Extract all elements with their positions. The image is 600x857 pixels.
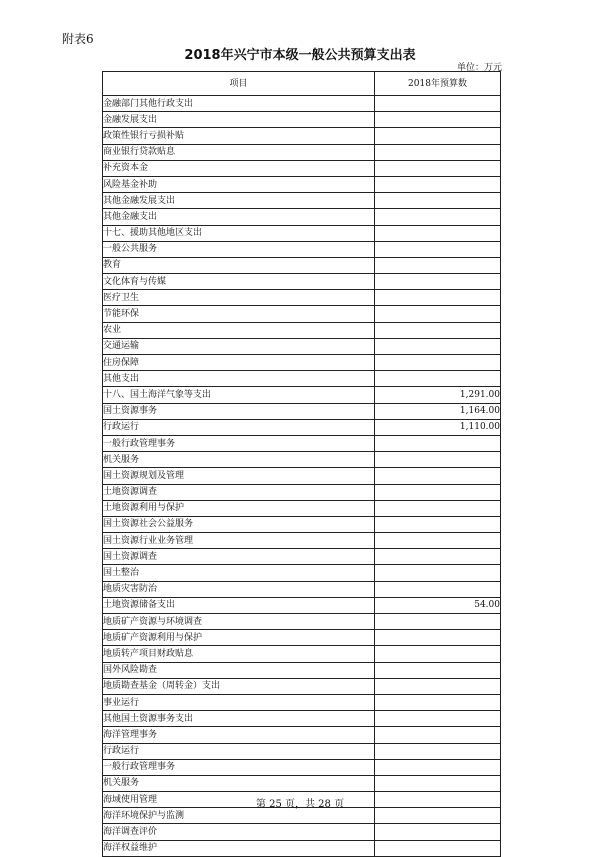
row-budget-value — [375, 144, 501, 160]
row-item-label: 农业 — [103, 322, 375, 338]
row-budget-value — [375, 646, 501, 662]
table-row — [103, 128, 501, 144]
row-budget-value — [375, 630, 501, 646]
table-row — [103, 565, 501, 581]
table-row — [103, 500, 501, 516]
row-budget-value — [375, 549, 501, 565]
row-item-label: 土地资源调查 — [103, 484, 375, 500]
row-budget-value — [375, 306, 501, 322]
row-item-label: 土地资源储备支出 — [103, 597, 375, 613]
row-budget-value — [375, 209, 501, 225]
table-row — [103, 306, 501, 322]
row-item-label: 地质矿产资源与环境调查 — [103, 614, 375, 630]
table-row — [103, 257, 501, 273]
row-item-label: 机关服务 — [103, 775, 375, 791]
row-item-label: 一般行政管理事务 — [103, 435, 375, 451]
row-item-label: 事业运行 — [103, 694, 375, 710]
table-row — [103, 338, 501, 354]
table-row — [103, 759, 501, 775]
table-row — [103, 743, 501, 759]
row-budget-value — [375, 581, 501, 597]
table-row — [103, 646, 501, 662]
table-row — [103, 484, 501, 500]
table-row — [103, 322, 501, 338]
table-row — [103, 840, 501, 856]
table-row — [103, 96, 501, 112]
unit-label: 单位：万元 — [456, 63, 502, 73]
row-budget-value — [375, 614, 501, 630]
row-item-label: 国外风险勘查 — [103, 662, 375, 678]
table-row — [103, 160, 501, 176]
row-item-label: 医疗卫生 — [103, 290, 375, 306]
row-item-label: 国土整治 — [103, 565, 375, 581]
row-item-label: 土地资源利用与保护 — [103, 500, 375, 516]
row-item-label: 国土资源行业业务管理 — [103, 533, 375, 549]
row-budget-value — [375, 176, 501, 192]
row-item-label: 海域使用管理 — [103, 792, 375, 808]
row-item-label: 商业银行贷款贴息 — [103, 144, 375, 160]
row-budget-value — [375, 290, 501, 306]
row-budget-value — [375, 96, 501, 112]
row-budget-value — [375, 516, 501, 532]
row-budget-value — [375, 371, 501, 387]
row-item-label: 海洋权益维护 — [103, 840, 375, 856]
row-item-label: 文化体育与传媒 — [103, 274, 375, 290]
table-row — [103, 419, 501, 435]
row-item-label: 地质勘查基金（周转金）支出 — [103, 678, 375, 694]
budget-table — [102, 71, 501, 857]
row-budget-value — [375, 533, 501, 549]
table-body — [103, 96, 501, 857]
table-row — [103, 355, 501, 371]
row-item-label: 地质灾害防治 — [103, 581, 375, 597]
table-row — [103, 144, 501, 160]
row-item-label: 行政运行 — [103, 743, 375, 759]
row-budget-value — [375, 840, 501, 856]
row-item-label: 金融部门其他行政支出 — [103, 96, 375, 112]
row-item-label: 其他金融发展支出 — [103, 193, 375, 209]
row-item-label: 行政运行 — [103, 419, 375, 435]
row-item-label: 国土资源社会公益服务 — [103, 516, 375, 532]
table-row — [103, 662, 501, 678]
row-item-label: 海洋管理事务 — [103, 727, 375, 743]
row-budget-value — [375, 193, 501, 209]
table-row — [103, 112, 501, 128]
row-item-label: 国土资源规划及管理 — [103, 468, 375, 484]
table-row — [103, 468, 501, 484]
table-row — [103, 290, 501, 306]
row-budget-value — [375, 727, 501, 743]
row-item-label: 海洋调查评价 — [103, 824, 375, 840]
table-row — [103, 435, 501, 451]
page-number: 第 25 页，共 28 页 — [255, 799, 345, 810]
table-row — [103, 808, 501, 824]
table-row — [103, 711, 501, 727]
row-budget-value: 1,110.00 — [375, 419, 501, 435]
table-row — [103, 241, 501, 257]
row-item-label: 其他支出 — [103, 371, 375, 387]
row-budget-value — [375, 662, 501, 678]
row-item-label: 国土资源事务 — [103, 403, 375, 419]
table-row — [103, 371, 501, 387]
table-row — [103, 209, 501, 225]
row-budget-value — [375, 435, 501, 451]
row-budget-value — [375, 257, 501, 273]
table-row — [103, 403, 501, 419]
row-item-label: 机关服务 — [103, 452, 375, 468]
row-budget-value — [375, 565, 501, 581]
row-item-label: 政策性银行亏损补贴 — [103, 128, 375, 144]
row-budget-value: 1,164.00 — [375, 403, 501, 419]
row-budget-value — [375, 225, 501, 241]
row-budget-value — [375, 274, 501, 290]
row-item-label: 其他国土资源事务支出 — [103, 711, 375, 727]
row-item-label: 补充资本金 — [103, 160, 375, 176]
row-budget-value: 1,291.00 — [375, 387, 501, 403]
row-budget-value — [375, 711, 501, 727]
table-row — [103, 225, 501, 241]
row-budget-value — [375, 355, 501, 371]
row-budget-value — [375, 759, 501, 775]
row-item-label: 海洋环境保护与监测 — [103, 808, 375, 824]
row-item-label: 其他金融支出 — [103, 209, 375, 225]
table-row — [103, 678, 501, 694]
row-item-label: 住房保障 — [103, 355, 375, 371]
row-budget-value — [375, 775, 501, 791]
row-budget-value — [375, 322, 501, 338]
row-item-label: 教育 — [103, 257, 375, 273]
table-row — [103, 533, 501, 549]
table-row — [103, 775, 501, 791]
row-item-label: 地质矿产资源利用与保护 — [103, 630, 375, 646]
row-budget-value — [375, 694, 501, 710]
table-row — [103, 452, 501, 468]
row-item-label: 节能环保 — [103, 306, 375, 322]
row-budget-value — [375, 808, 501, 824]
row-budget-value — [375, 338, 501, 354]
row-item-label: 金融发展支出 — [103, 112, 375, 128]
table-row — [103, 387, 501, 403]
table-row — [103, 694, 501, 710]
table-row — [103, 516, 501, 532]
page-title: 2018年兴宁市本级一般公共预算支出表 — [184, 48, 416, 63]
row-budget-value — [375, 500, 501, 516]
row-item-label: 地质转产项目财政贴息 — [103, 646, 375, 662]
column-header-item: 项目 — [103, 72, 375, 96]
table-row — [103, 193, 501, 209]
table-row — [103, 549, 501, 565]
row-budget-value — [375, 160, 501, 176]
table-header-row — [103, 72, 501, 96]
row-budget-value — [375, 468, 501, 484]
row-budget-value — [375, 824, 501, 840]
row-budget-value: 54.00 — [375, 597, 501, 613]
row-budget-value — [375, 678, 501, 694]
attachment-label: 附表6 — [62, 32, 94, 46]
table-row — [103, 274, 501, 290]
row-item-label: 十八、国土海洋气象等支出 — [103, 387, 375, 403]
row-budget-value — [375, 484, 501, 500]
row-budget-value — [375, 241, 501, 257]
row-item-label: 交通运输 — [103, 338, 375, 354]
table-row — [103, 614, 501, 630]
table-row — [103, 630, 501, 646]
table-row — [103, 727, 501, 743]
row-budget-value — [375, 452, 501, 468]
table-row — [103, 597, 501, 613]
row-item-label: 风险基金补助 — [103, 176, 375, 192]
row-item-label: 一般公共服务 — [103, 241, 375, 257]
row-item-label: 一般行政管理事务 — [103, 759, 375, 775]
table-row — [103, 176, 501, 192]
row-budget-value — [375, 128, 501, 144]
table-row — [103, 824, 501, 840]
row-budget-value — [375, 743, 501, 759]
row-item-label: 国土资源调查 — [103, 549, 375, 565]
row-budget-value — [375, 112, 501, 128]
row-item-label: 十七、援助其他地区支出 — [103, 225, 375, 241]
table-row — [103, 581, 501, 597]
column-header-budget: 2018年预算数 — [375, 72, 501, 96]
